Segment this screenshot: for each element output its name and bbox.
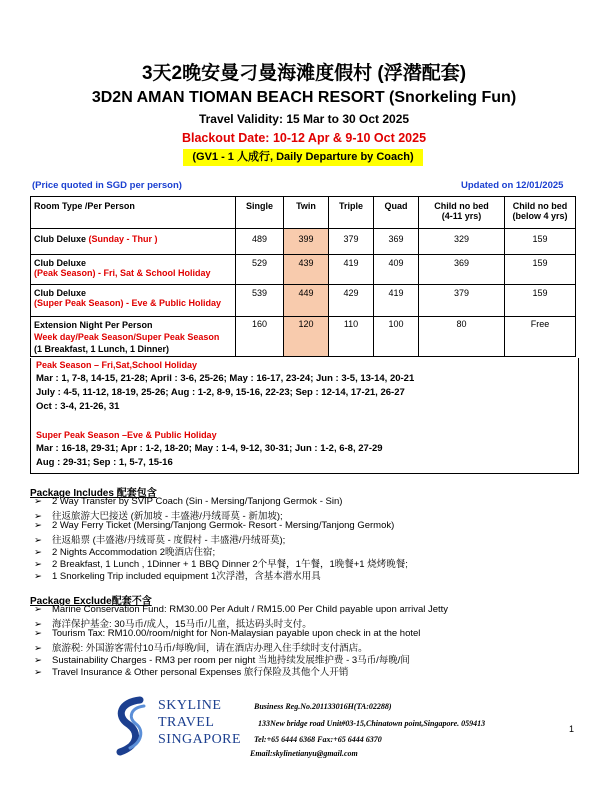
price-single: 160 xyxy=(236,317,284,357)
room-type-cell xyxy=(31,229,236,255)
price-twin: 399 xyxy=(284,229,329,255)
table-row xyxy=(31,317,576,357)
arrow-bullet-icon: ➢ xyxy=(34,547,42,558)
header-single: Single xyxy=(236,197,284,229)
list-item: ➢ 海洋保护基金: 30马币/成人，15马币/儿童，抵达码头时支付。 xyxy=(34,619,312,630)
arrow-bullet-icon: ➢ xyxy=(34,511,42,522)
title-chinese: 3天2晚安曼刁曼海滩度假村 (浮潜配套) xyxy=(141,63,467,84)
table-row xyxy=(31,285,576,317)
package-excludes-title: Package Exclude配套不含 xyxy=(30,596,152,607)
price-twin: 449 xyxy=(284,285,329,317)
logo-line: SKYLINE xyxy=(158,698,222,713)
room-name: Club Deluxe xyxy=(34,234,87,244)
room-season-note: (Sunday - Thur ) xyxy=(88,234,158,244)
room-type-cell xyxy=(31,285,236,317)
price-single: 529 xyxy=(236,255,284,285)
table-row xyxy=(31,255,576,285)
list-item: ➢ 2 Way Ferry Ticket (Mersing/Tanjong Germok- Resort - Mersing/Tanjong Germok) xyxy=(34,520,395,531)
header-triple: Triple xyxy=(329,197,374,229)
peak-season-dates: July : 4-5, 11-12, 18-19, 25-26; Aug : 1-2, 8-9, 15-16, 22-23; Sep : 12-14, 17-21, 26-27 xyxy=(36,387,405,398)
room-season-note: (Peak Season) - Fri, Sat & School Holiday xyxy=(34,268,211,278)
price-child-4-11: 329 xyxy=(419,229,505,255)
price-single: 539 xyxy=(236,285,284,317)
room-season-note: (Super Peak Season) - Eve & Public Holiday xyxy=(34,298,222,308)
list-item: ➢ 2 Way Transfer by SVIP Coach (Sin - Mersing/Tanjong Germok - Sin) xyxy=(34,496,343,507)
room-name: Club Deluxe xyxy=(34,258,87,268)
price-triple: 419 xyxy=(329,255,374,285)
list-item: ➢ Tourism Tax: RM10.00/room/night for Non-Malaysian payable upon check in at the hotel xyxy=(34,628,421,639)
price-child-below-4: Free xyxy=(505,317,576,357)
super-peak-season-title: Super Peak Season –Eve & Public Holiday xyxy=(36,430,217,440)
table-row xyxy=(31,229,576,255)
header-child-label: Child no bed xyxy=(512,201,568,211)
page-number: 1 xyxy=(569,724,575,734)
package-includes-title: Package Includes 配套包含 xyxy=(30,488,157,499)
logo-line: TRAVEL xyxy=(158,715,215,730)
title-english: 3D2N AMAN TIOMAN BEACH RESORT (Snorkeling Fun) xyxy=(91,89,517,106)
header-child-age: (below 4 yrs) xyxy=(512,211,568,221)
meal-note: (1 Breakfast, 1 Lunch, 1 Dinner) xyxy=(34,344,170,354)
rate-table xyxy=(30,196,576,357)
arrow-bullet-icon: ➢ xyxy=(34,520,42,531)
price-currency-note: (Price quoted in SGD per person) xyxy=(32,180,182,191)
list-item: ➢ 1 Snorkeling Trip included equipment 1次浮潜，含基本潜水用具 xyxy=(34,571,321,582)
price-quad: 369 xyxy=(374,229,419,255)
room-season-note: Week day/Peak Season/Super Peak Season xyxy=(34,332,220,342)
room-type-cell xyxy=(31,255,236,285)
list-item: ➢ 往返旅游大巴接送 (新加坡 - 丰盛港/丹绒哥莫 - 新加坡); xyxy=(34,511,283,522)
list-item: ➢ Sustainability Charges - RM3 per room per night 当地持续发展维护费 - 3马币/每晚/间 xyxy=(34,655,410,666)
price-quad: 419 xyxy=(374,285,419,317)
peak-season-title: Peak Season – Fri,Sat,School Holiday xyxy=(36,360,198,370)
list-item: ➢ 旅游税: 外国游客需付10马币/每晚/间，请在酒店办理入住手续时支付酒店。 xyxy=(34,643,368,654)
price-triple: 429 xyxy=(329,285,374,317)
room-type-cell xyxy=(31,317,236,357)
updated-date: Updated on 12/01/2025 xyxy=(461,180,564,191)
list-item: ➢ 往返船票 (丰盛港/丹绒哥莫 - 度假村 - 丰盛港/丹绒哥莫); xyxy=(34,535,286,546)
header-room-type: Room Type /Per Person xyxy=(31,197,236,229)
super-peak-season-dates: Aug : 29-31; Sep : 1, 5-7, 15-16 xyxy=(36,457,173,468)
list-item: ➢ Travel Insurance & Other personal Expenses 旅行保险及其他个人开销 xyxy=(34,667,349,678)
price-child-4-11: 379 xyxy=(419,285,505,317)
list-item: ➢ 2 Nights Accommodation 2晚酒店住宿; xyxy=(34,547,216,558)
skyline-logo-icon xyxy=(110,696,154,756)
table-header-row xyxy=(31,197,576,229)
price-triple: 379 xyxy=(329,229,374,255)
price-child-below-4: 159 xyxy=(505,229,576,255)
arrow-bullet-icon: ➢ xyxy=(34,628,42,639)
logo-line: SINGAPORE xyxy=(158,732,242,747)
header-child-below-4 xyxy=(505,197,576,229)
arrow-bullet-icon: ➢ xyxy=(34,643,42,654)
arrow-bullet-icon: ➢ xyxy=(34,559,42,570)
price-child-4-11: 369 xyxy=(419,255,505,285)
business-reg: Business Reg.No.201133016H(TA:02288) xyxy=(254,702,392,711)
contact-numbers: Tel:+65 6444 6368 Fax:+65 6444 6370 xyxy=(254,735,382,744)
price-triple: 110 xyxy=(329,317,374,357)
list-item: ➢ 2 Breakfast, 1 Lunch , 1Dinner + 1 BBQ Dinner 2个早餐，1午餐，1晚餐+1 烧烤晚餐; xyxy=(34,559,408,570)
header-child-age: (4-11 yrs) xyxy=(441,211,482,221)
price-single: 489 xyxy=(236,229,284,255)
super-peak-season-dates: Mar : 16-18, 29-31; Apr : 1-2, 18-20; May : 1-4, 9-12, 30-31; Jun : 1-2, 6-8, 27-29 xyxy=(36,443,383,454)
company-address: 133New bridge road Unit#03-15,Chinatown point,Singapore. 059413 xyxy=(258,719,486,728)
header-child-4-11 xyxy=(419,197,505,229)
room-name: Club Deluxe xyxy=(34,288,87,298)
price-twin: 439 xyxy=(284,255,329,285)
group-departure-note: (GV1 - 1 人成行, Daily Departure by Coach) xyxy=(183,149,423,166)
price-quad: 409 xyxy=(374,255,419,285)
header-child-label: Child no bed xyxy=(434,201,489,211)
header-twin: Twin xyxy=(284,197,329,229)
travel-validity: Travel Validity: 15 Mar to 30 Oct 2025 xyxy=(198,112,410,126)
blackout-dates: Blackout Date: 10-12 Apr & 9-10 Oct 2025 xyxy=(181,131,427,145)
price-child-below-4: 159 xyxy=(505,285,576,317)
price-twin: 120 xyxy=(284,317,329,357)
arrow-bullet-icon: ➢ xyxy=(34,535,42,546)
price-child-below-4: 159 xyxy=(505,255,576,285)
peak-season-dates: Mar : 1, 7-8, 14-15, 21-28; April : 3-6, 25-26; May : 16-17, 23-24; Jun : 3-5, 13-14, 20-21 xyxy=(36,373,415,384)
company-logo xyxy=(110,696,240,756)
room-name: Extension Night Per Person xyxy=(34,320,153,330)
arrow-bullet-icon: ➢ xyxy=(34,496,42,507)
arrow-bullet-icon: ➢ xyxy=(34,571,42,582)
arrow-bullet-icon: ➢ xyxy=(34,619,42,630)
header-quad: Quad xyxy=(374,197,419,229)
price-child-4-11: 80 xyxy=(419,317,505,357)
arrow-bullet-icon: ➢ xyxy=(34,604,42,615)
arrow-bullet-icon: ➢ xyxy=(34,667,42,678)
peak-season-dates: Oct : 3-4, 21-26, 31 xyxy=(36,401,120,412)
list-item: ➢ Marine Conservation Fund: RM30.00 Per Adult / RM15.00 Per Child payable upon arrival Jetty xyxy=(34,604,449,615)
contact-email: Email:skylinetianyu@gmail.com xyxy=(250,749,358,758)
arrow-bullet-icon: ➢ xyxy=(34,655,42,666)
price-quad: 100 xyxy=(374,317,419,357)
